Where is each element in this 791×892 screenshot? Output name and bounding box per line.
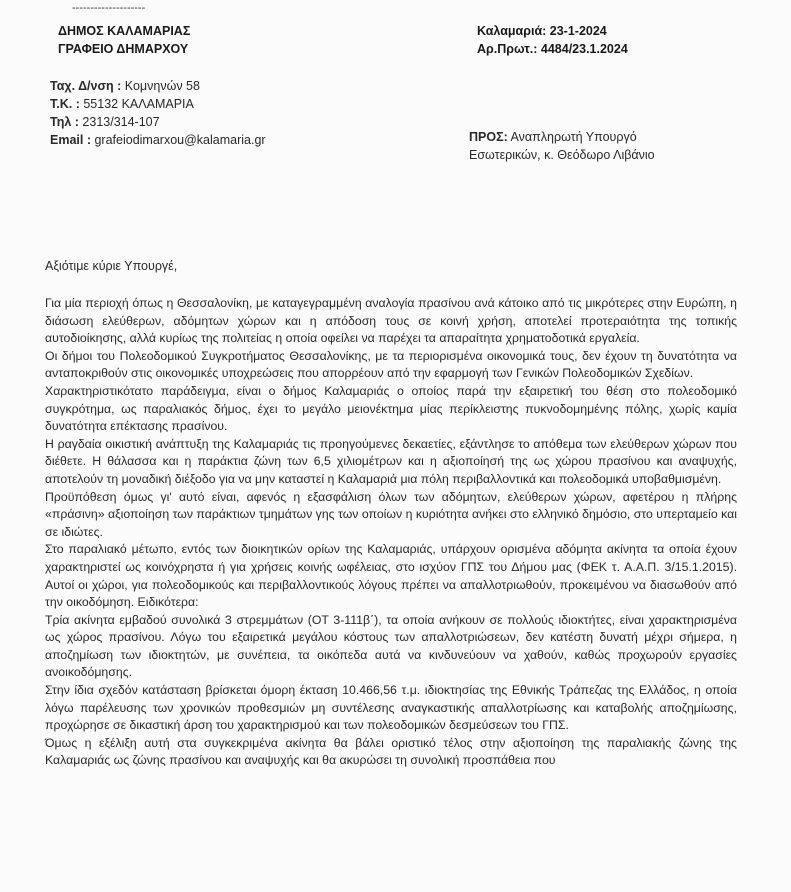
recipient-line-1: [469, 128, 655, 146]
letter-body: [45, 295, 737, 770]
body-paragraph: Στην ίδια σχεδόν κατάσταση βρίσκεται όμορη έκταση 10.466,56 τ.μ. ιδιοκτησίας της Εθνικής Τράπεζας της Ελλάδος, η οποία λόγω παρέλευσης των χρονικών προθεσμιών μη συντέλεσης αναγκαστικής απαλλοτρίωσης και καταβολής αποζημίωσης, προχώρησε σε δικαστική άρση του χαρακτηρισμού και των πολεοδομικών δεσμεύσεων του ΓΠΣ.: [45, 683, 737, 733]
postal-code-label: Τ.Κ. :: [50, 97, 80, 111]
recipient-label: ΠΡΟΣ:: [469, 130, 508, 144]
email-label: Email :: [50, 133, 91, 147]
header-dash-line: --------------------: [72, 2, 146, 14]
issuer-block: [58, 22, 190, 58]
letter-date: Καλαμαριά: 23-1-2024: [477, 24, 607, 38]
body-paragraph: Η ραγδαία οικιστική ανάπτυξη της Καλαμαριάς τις προηγούμενες δεκαετίες, εξάντλησε το απόθεμα των ελεύθερων χώρων που διέθετε. Η θάλασσα και η παράκτια ζώνη των 6,5 χιλιομέτρων και η αξιοποίησή της ως χώρου πρασίνου και αναψυχής, αποτελούν τη μοναδική διέξοδο για να μην καταστεί η Καλαμαριά μια πόλη περιβαλλοντικά και πολεοδομικά υποβαθμισμένη.: [45, 436, 737, 486]
date-protocol-block: [477, 22, 628, 58]
contact-block: [50, 77, 266, 149]
phone-line: [50, 113, 266, 131]
email-value: grafeiodimarxou@kalamaria.gr: [91, 133, 266, 147]
salutation: Αξιότιμε κύριε Υπουργέ,: [45, 259, 178, 273]
protocol-number: Αρ.Πρωτ.: 4484/23.1.2024: [477, 42, 628, 56]
recipient-block: [469, 128, 655, 164]
body-paragraph: Όμως η εξέλιξη αυτή στα συγκεκριμένα ακίνητα θα βάλει οριστικό τέλος στην αξιοποίηση της παραλιακής ζώνης της Καλαμαριάς ως ζώνης πρασίνου και αναψυχής και θα ακυρώσει τη συνολική προσπάθεια που: [45, 735, 737, 768]
postal-code-line: [50, 95, 266, 113]
address-label: Ταχ. Δ/νση :: [50, 79, 122, 93]
body-paragraph: Χαρακτηριστικότατο παράδειγμα, είναι ο δήμος Καλαμαριάς ο οποίος παρά την εξαιρετική του θέση στο πολεοδομικό συγκρότημα, ως παραλιακός δήμος, έχει το μεγάλο μειονέκτημα μίας περίκλειστης πυκνοδομημένης πόλης, χωρίς καμία δυνατότητα επέκτασης πρασίνου.: [45, 383, 737, 434]
body-paragraph: Τρία ακίνητα εμβαδού συνολικά 3 στρεμμάτων (ΟΤ 3-111β΄), τα οποία ανήκουν σε πολλούς ιδιοκτήτες, είναι χαρακτηρισμένα ως χώρος πρασίνου. Λόγω του εξαιρετικά μεγάλου κόστους των απαλλοτριώσεων, δεν κατέστη δυνατή μέχρι σήμερα, η αποζημίωση των ιδιοκτητών, με συνέπεια, τα οικόπεδα αυτά να κινδυνεύουν να χαθούν, καθώς προχωρούν εργασίες ανοικοδόμησης.: [45, 612, 737, 680]
phone-label: Τηλ :: [50, 115, 79, 129]
body-paragraph: Στο παραλιακό μέτωπο, εντός των διοικητικών ορίων της Καλαμαριάς, υπάρχουν ορισμένα αδόμητα ακίνητα τα οποία έχουν χαρακτηριστεί ως κοινόχρηστα ή για χρήσεις κοινής ωφέλειας, στο ισχύον ΓΠΣ του Δήμου μας (ΦΕΚ τ. Α.Α.Π. 3/15.1.2015). Αυτοί οι χώροι, για πολεοδομικούς και περιβαλλοντικούς λόγους πρέπει να απαλλοτριωθούν, προκειμένου να διασωθούν από την οικοδόμηση. Ειδικότερα:: [45, 542, 737, 610]
postal-code-value: 55132 ΚΑΛΑΜΑΡΙΑ: [79, 97, 194, 111]
phone-value: 2313/314-107: [78, 115, 160, 129]
body-paragraph: Προϋπόθεση όμως γι' αυτό είναι, αφενός η εξασφάλιση όλων των αδόμητων, ελεύθερων χώρων, αφετέρου η πλήρης «πράσινη» αξιοποίηση των παράκτιων τμημάτων γης των οποίων η κυριότητα ανήκει στο ελληνικό δημόσιο, στο υπερταμείο και σε ιδιώτες.: [45, 489, 737, 539]
recipient-title: Αναπληρωτή Υπουργό: [507, 130, 637, 144]
mayor-office-name: ΓΡΑΦΕΙΟ ΔΗΜΑΡΧΟΥ: [58, 42, 189, 56]
address-value: Κομνηνών 58: [121, 79, 200, 93]
recipient-line-2: Εσωτερικών, κ. Θεόδωρο Λιβάνιο: [469, 148, 655, 162]
body-paragraph: Οι δήμοι του Πολεοδομικού Συγκροτήματος Θεσσαλονίκης, με τα περιορισμένα οικονομικά τους, δεν έχουν τη δυνατότητα να ανταποκριθούν στις οικονομικές υποχρεώσεις που απορρέουν από την εφαρμογή των Γενικών Πολεοδομικών Σχεδίων.: [45, 348, 737, 381]
municipality-name: ΔΗΜΟΣ ΚΑΛΑΜΑΡΙΑΣ: [58, 24, 191, 38]
email-line: [50, 131, 266, 149]
body-paragraph: Για μία περιοχή όπως η Θεσσαλονίκη, με καταγεγραμμένη αναλογία πρασίνου ανά κάτοικο από τις μικρότερες στην Ευρώπη, η διάσωση ελεύθερων, αδόμητων χώρων και η απόδοση τους σε κοινή χρήση, αποτελεί προτεραιότητα της τοπικής αυτοδιοίκησης, αλλά κυρίως της πολιτείας η οποία οφείλει να παρέχει τα απαραίτητα χρηματοδοτικά εργαλεία.: [45, 296, 737, 346]
address-line: [50, 77, 266, 95]
